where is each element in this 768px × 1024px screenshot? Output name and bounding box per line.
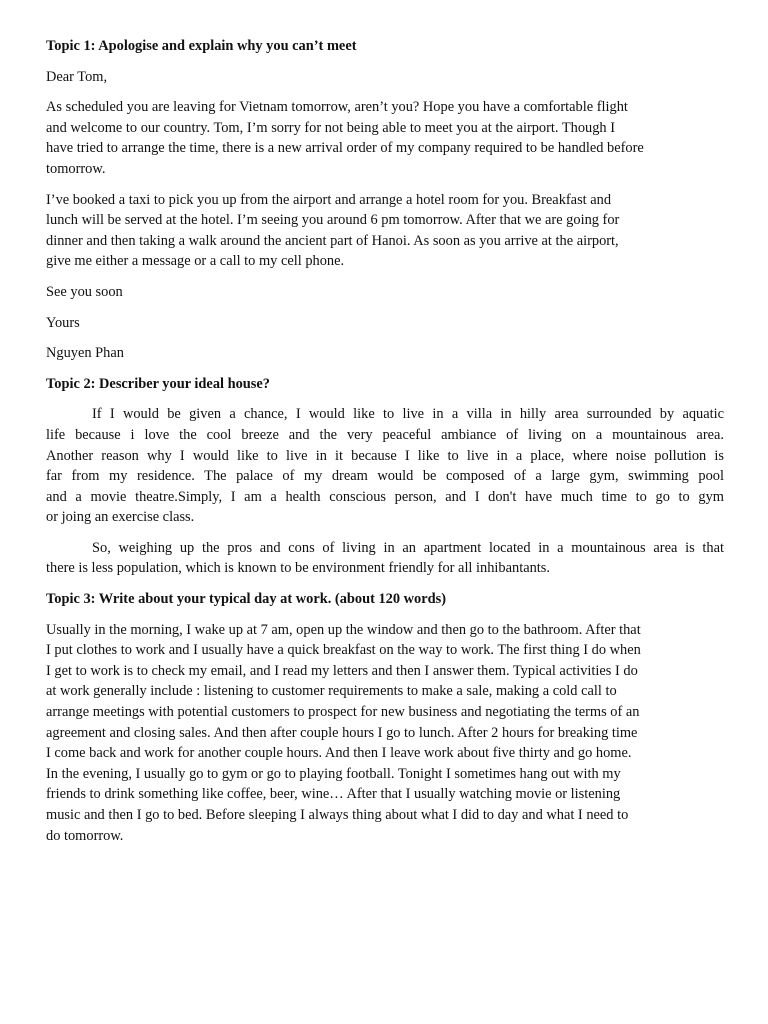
text-line: far from my residence. The palace of my dream would be composed of a large gym, swimming pool [46,468,724,485]
topic1-heading: Topic 1: Apologise and explain why you can’t meet [46,38,357,54]
topic1-paragraph-1 [46,97,724,179]
text-line: tomorrow. [46,160,106,177]
document-page [46,36,724,856]
text-line: agreement and closing sales. And then after couple hours I go to lunch. After 2 hours for breaking time [46,724,638,741]
text-line: at work generally include : listening to customer requirements to make a sale, making a cold call to [46,683,617,700]
text-line: dinner and then taking a walk around the ancient part of Hanoi. As soon as you arrive at the airport, [46,232,619,249]
topic2-paragraph-1 [46,404,724,528]
topic3-paragraph-1 [46,620,724,847]
text-line: have tried to arrange the time, there is a new arrival order of my company required to be handled before [46,140,644,157]
topic2-heading: Topic 2: Describer your ideal house? [46,375,270,392]
text-line: do tomorrow. [46,827,124,844]
text-line: lunch will be served at the hotel. I’m seeing you around 6 pm tomorrow. After that we are going for [46,212,620,229]
text-line: music and then I go to bed. Before sleeping I always thing about what I did to day and what I need to [46,807,629,823]
text-line: I get to work is to check my email, and I read my letters and then I answer them. Typical activities I do [46,662,638,679]
text-line: arrange meetings with potential customers to prospect for new business and negotiating the terms of an [46,704,640,721]
topic1-paragraph-2 [46,190,724,272]
text-line: Usually in the morning, I wake up at 7 am, open up the window and then go to the bathroom. After that [46,621,641,638]
topic1-closing: See you soon [46,283,123,300]
topic2-paragraph-2 [46,538,724,579]
text-line: or joing an exercise class. [46,509,195,526]
text-line: and welcome to our country. Tom, I’m sorry for not being able to meet you at the airport. Though I [46,119,616,136]
text-line: Another reason why I would like to live in it because I like to live in a place, where noise pollution is [46,447,724,464]
text-line: In the evening, I usually go to gym or go to playing football. Tonight I sometimes hang out with my [46,765,621,782]
text-line: I come back and work for another couple hours. And then I leave work about five thirty and go home. [46,745,632,762]
text-line: friends to drink something like coffee, beer, wine… After that I usually watching movie or listening [46,786,621,803]
text-line: I’ve booked a taxi to pick you up from the airport and arrange a hotel room for you. Breakfast and [46,191,612,208]
text-line: If I would be given a chance, I would like to live in a villa in hilly area surrounded by aquatic [92,406,724,423]
text-line: As scheduled you are leaving for Vietnam tomorrow, aren’t you? Hope you have a comfortable flight [46,99,628,116]
text-line: and a movie theatre.Simply, I am a health conscious person, and I don't have much time to go to gym [46,488,724,505]
text-line: there is less population, which is known to be environment friendly for all inhibantants. [46,560,550,577]
topic1-valediction: Yours [46,314,80,331]
text-line: So, weighing up the pros and cons of living in an apartment located in a mountainous area is that [92,539,724,556]
text-line: give me either a message or a call to my cell phone. [46,253,345,270]
text-line: life because i love the cool breeze and the very peaceful ambiance of living on a mountainous area. [46,426,724,443]
text-line: I put clothes to work and I usually have a quick breakfast on the way to work. The first thing I do when [46,642,641,659]
topic3-heading: Topic 3: Write about your typical day at work. (about 120 words) [46,591,447,608]
topic1-signature: Nguyen Phan [46,345,124,362]
topic1-salutation: Dear Tom, [46,68,108,85]
